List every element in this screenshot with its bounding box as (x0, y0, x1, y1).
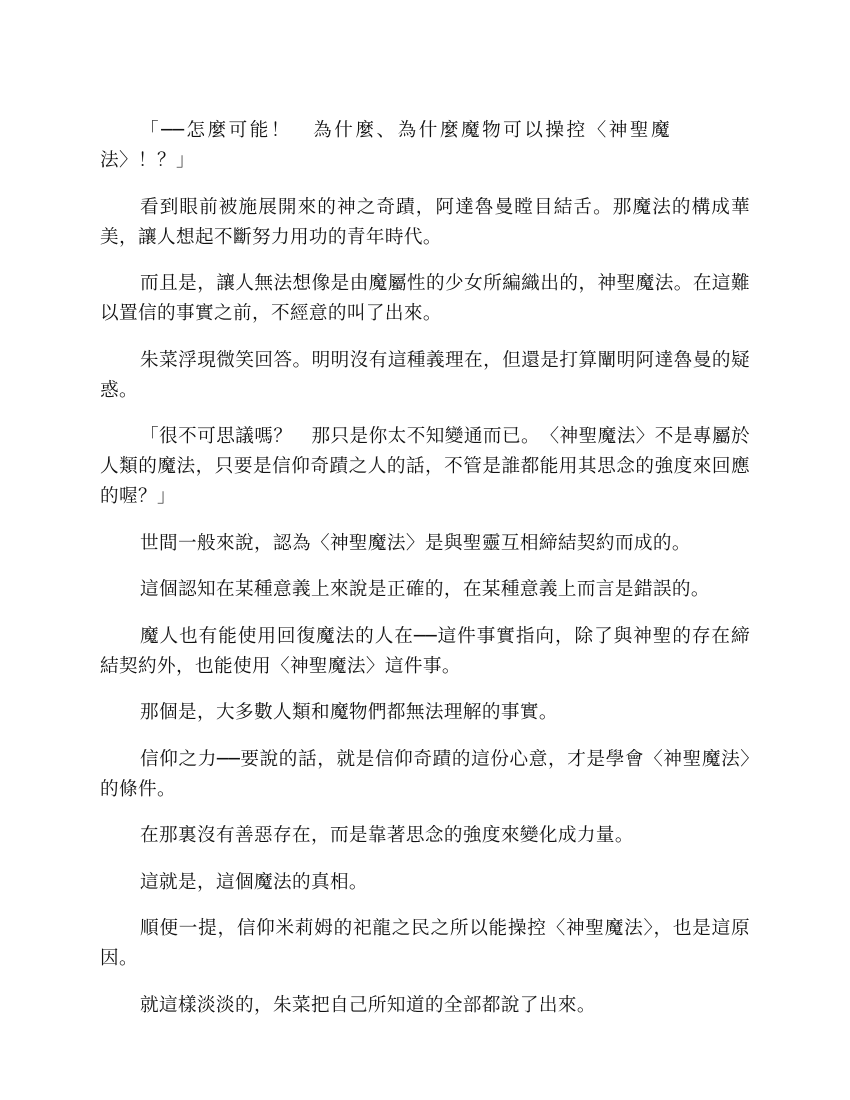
paragraph: 在那裏沒有善惡存在，而是靠著思念的強度來變化成力量。 (140, 825, 634, 846)
paragraph: 「很不可思議嗎？ 那只是你太不知變通而已。 〈神聖魔法〉不是專屬於人類的魔法，只要是信仰奇蹟之人的話，不管是誰都能用其思念的強度來回應的喔？」 (100, 426, 750, 507)
paragraph: 順便一提，信仰米莉姆的祀龍之民之所以能操控〈神聖魔法〉，也是這原因。 (100, 918, 750, 969)
paragraph: 就這樣淡淡的，朱菜把自己所知道的全部都說了出來。 (140, 994, 596, 1016)
paragraph: 世間一般來說，認為〈神聖魔法〉是與聖靈互相締結契約而成的。 (140, 532, 691, 554)
paragraph: 這就是，這個魔法的真相。 (140, 871, 368, 893)
paragraph: 信仰之力──要說的話，就是信仰奇蹟的這份心意，才是學會〈神聖魔法〉的條件。 (100, 748, 750, 800)
paragraph: 看到眼前被施展開來的神之奇蹟，阿達魯曼瞠目結舌。那魔法的構成華美，讓人想起不斷努力用功的青年時代。 (100, 196, 750, 248)
paragraph: 「──怎麼可能！ 為什麼、為什麼魔物可以操控〈神聖魔法〉！？」 (100, 120, 670, 171)
paragraph: 魔人也有能使用回復魔法的人在──這件事實指向，除了與神聖的存在締結契約外，也能使用〈神聖魔法〉這件事。 (100, 625, 750, 677)
paragraph: 朱菜浮現微笑回答。明明沒有這種義理在，但還是打算闡明阿達魯曼的疑惑。 (100, 349, 750, 401)
paragraph: 那個是，大多數人類和魔物們都無法理解的事實。 (140, 702, 558, 723)
paragraph: 這個認知在某種意義上來說是正確的，在某種意義上而言是錯誤的。 (140, 579, 710, 600)
paragraph: 而且是，讓人無法想像是由魔屬性的少女所編織出的，神聖魔法。在這難以置信的事實之前，不經意的叫了出來。 (100, 273, 750, 324)
